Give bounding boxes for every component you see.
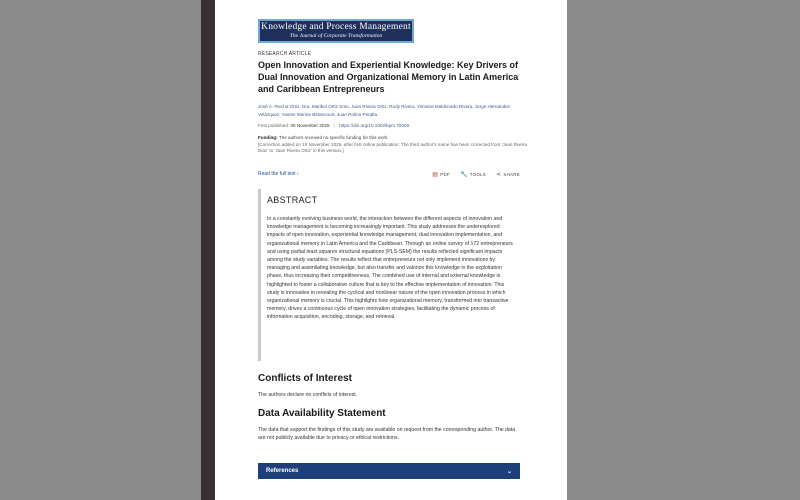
article-type: RESEARCH ARTICLE — [258, 51, 312, 57]
funding-block — [258, 135, 533, 155]
pdf-icon: ▤ — [432, 172, 439, 178]
data-availability-heading: Data Availability Statement — [258, 408, 386, 419]
share-icon: ⋖ — [496, 172, 502, 178]
publication-info — [258, 123, 533, 128]
actions-row — [258, 171, 520, 181]
doi-link[interactable]: https://doi.org/10.1002/kpm.70009 — [339, 123, 410, 128]
funding-text: The authors received no specific funding for this work. — [278, 135, 389, 140]
conflicts-heading: Conflicts of Interest — [258, 373, 352, 384]
pdf-button[interactable] — [432, 171, 450, 178]
pdf-label: PDF — [440, 172, 450, 177]
tools-label: TOOLS — [469, 172, 487, 177]
abstract-section — [258, 189, 520, 361]
abstract-text: In a constantly evolving business world, the interaction between the different aspects of innovation and knowledge management is becoming increasingly important. This study addresses the underexplored impacts of open innovation, experiential knowledge management, dual innovation implementation, and organizational memory in Latin America and the Caribbean. Through an online survey of 172 entrepreneurs and using partial least squares structural equations (PLS-SEM) the results reflected significant impacts among the study variables. The results reflect that entrepreneurs not only implement innovations by managing and assimilating knowledge, but also transfer and valorize this knowledge in the exploitation phase, thus increasing their competitiveness. The combined use of internal and external knowledge is highlighted to foster a collaborative culture that is key to the effective implementation of innovation. This study is innovative in revealing the cyclical and nonlinear nature of the open innovation process in which organizational memory is crucial. This highlights how organizational memory, transformed into transactive memory, drives a continuous cycle of open innovation strategies, facilitating the dynamic process of information acquisition, encoding, storage, and retrieval. — [267, 216, 513, 321]
article-title: Open Innovation and Experiential Knowledge: Key Drivers of Dual Innovation and Organizational Memory in Latin America and Caribbean Entrepreneurs — [258, 60, 519, 94]
first-published-date: 05 November 2025 — [290, 123, 330, 128]
viewer-left-edge — [201, 0, 215, 500]
data-availability-text: The data that support the findings of this study are available on request from the corresponding author. The data are not publicly available due to privacy or ethical restrictions. — [258, 427, 516, 441]
references-accordion[interactable] — [258, 463, 520, 479]
read-full-text-label: Read the full text — [258, 171, 296, 177]
funding-label: Funding: — [258, 135, 278, 140]
references-label: References — [266, 468, 299, 474]
correction-note: [Correction added on 19 November 2025, after first online publication: The third author's name has been corrected from 'Juan Rivera Diaz' to 'Juan Rivera Ortiz' in this version.] — [258, 141, 528, 154]
share-label: SHARE — [503, 172, 520, 177]
share-button[interactable] — [496, 171, 520, 178]
article-actions — [432, 171, 520, 178]
first-published-label: First published: — [258, 123, 290, 128]
tools-button[interactable] — [460, 171, 486, 178]
article-page — [215, 0, 567, 500]
wrench-icon: 🔧 — [459, 172, 468, 178]
author-list[interactable]: José A. Piecha Ortiz, Dra. Maribel Ortiz Soto, Juan Rivera Ortiz, Rody Rivera, Yomaira Maldonado Rivera, Jorge Hernández Velázquez, Yasser Merine Betancourt, Juan Palmo Peralta — [258, 104, 510, 117]
journal-logo[interactable] — [258, 19, 414, 43]
journal-title: Knowledge and Process Management — [261, 22, 411, 32]
chevron-down-icon: ⌄ — [506, 468, 512, 475]
abstract-heading: ABSTRACT — [267, 195, 318, 205]
separator: | — [333, 123, 335, 128]
conflicts-text: The authors declare no conflicts of interest. — [258, 392, 358, 398]
journal-subtitle: The Journal of Corporate Transformation — [289, 33, 383, 39]
read-full-text-link[interactable] — [258, 171, 299, 177]
chevron-right-icon: › — [296, 171, 299, 177]
